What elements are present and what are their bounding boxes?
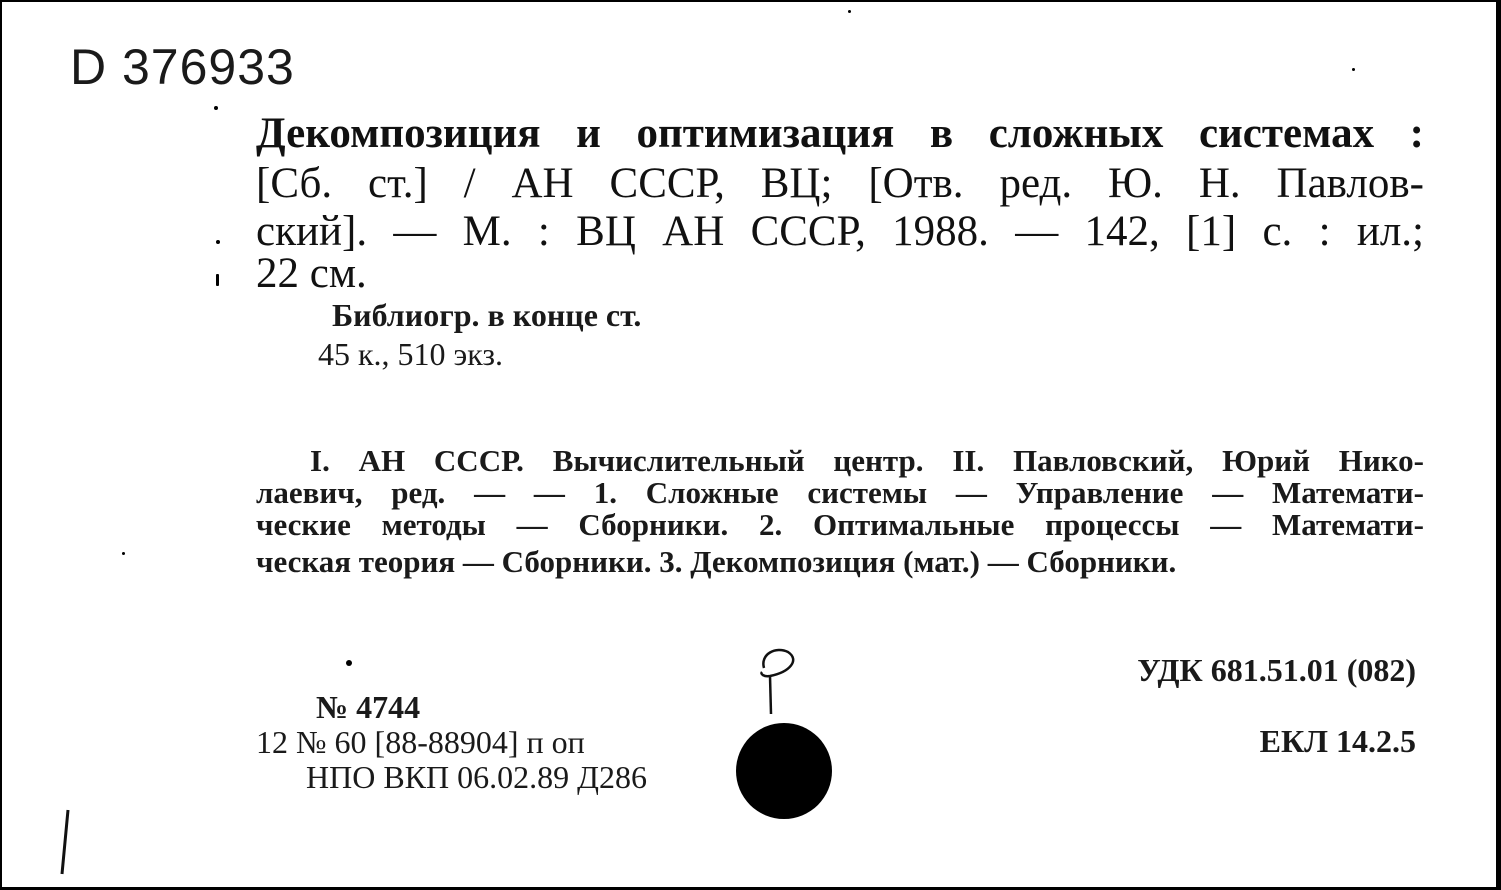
speck (848, 10, 851, 13)
speck (214, 106, 218, 110)
speck (1352, 68, 1355, 71)
print-line-2: НПО ВКП 06.02.89 Д286 (306, 759, 647, 795)
order-number: № 4744 (316, 689, 421, 725)
ekl-code: ЕКЛ 14.2.5 (1259, 723, 1416, 759)
speck (122, 552, 125, 555)
speck (216, 274, 219, 286)
speck (216, 240, 220, 244)
punch-hole (736, 723, 832, 819)
title-line-1: Декомпозиция и оптимизация в сложных системах : (256, 110, 1424, 157)
title-line-4: 22 см. (256, 250, 367, 297)
margin-pencil-stroke (54, 808, 78, 878)
subject-line-4: ческая теория — Сборники. 3. Декомпозиция (мат.) — Сборники. (256, 544, 1177, 579)
subject-line-1: I. АН СССР. Вычислительный центр. II. Павловский, Юрий Нико- (310, 443, 1424, 478)
title-line-3: ский]. — М. : ВЦ АН СССР, 1988. — 142, [1] с. : ил.; (256, 208, 1424, 255)
subject-line-3: ческие методы — Сборники. 2. Оптимальные процессы — Математи- (256, 507, 1424, 542)
title-line-2: [Сб. ст.] / АН СССР, ВЦ; [Отв. ред. Ю. Н. Павлов- (256, 160, 1424, 207)
bibliography-note: Библиогр. в конце ст. (332, 297, 642, 333)
price-run-note: 45 к., 510 экз. (318, 336, 504, 372)
shelf-mark: D 376933 (70, 39, 295, 95)
handwritten-mark (750, 642, 810, 722)
udk-code: УДК 681.51.01 (082) (1137, 652, 1416, 688)
print-line-1: 12 № 60 [88-88904] п оп (256, 724, 585, 760)
speck (346, 660, 352, 666)
subject-line-2: лаевич, ред. — — 1. Сложные системы — Управление — Математи- (256, 475, 1424, 510)
